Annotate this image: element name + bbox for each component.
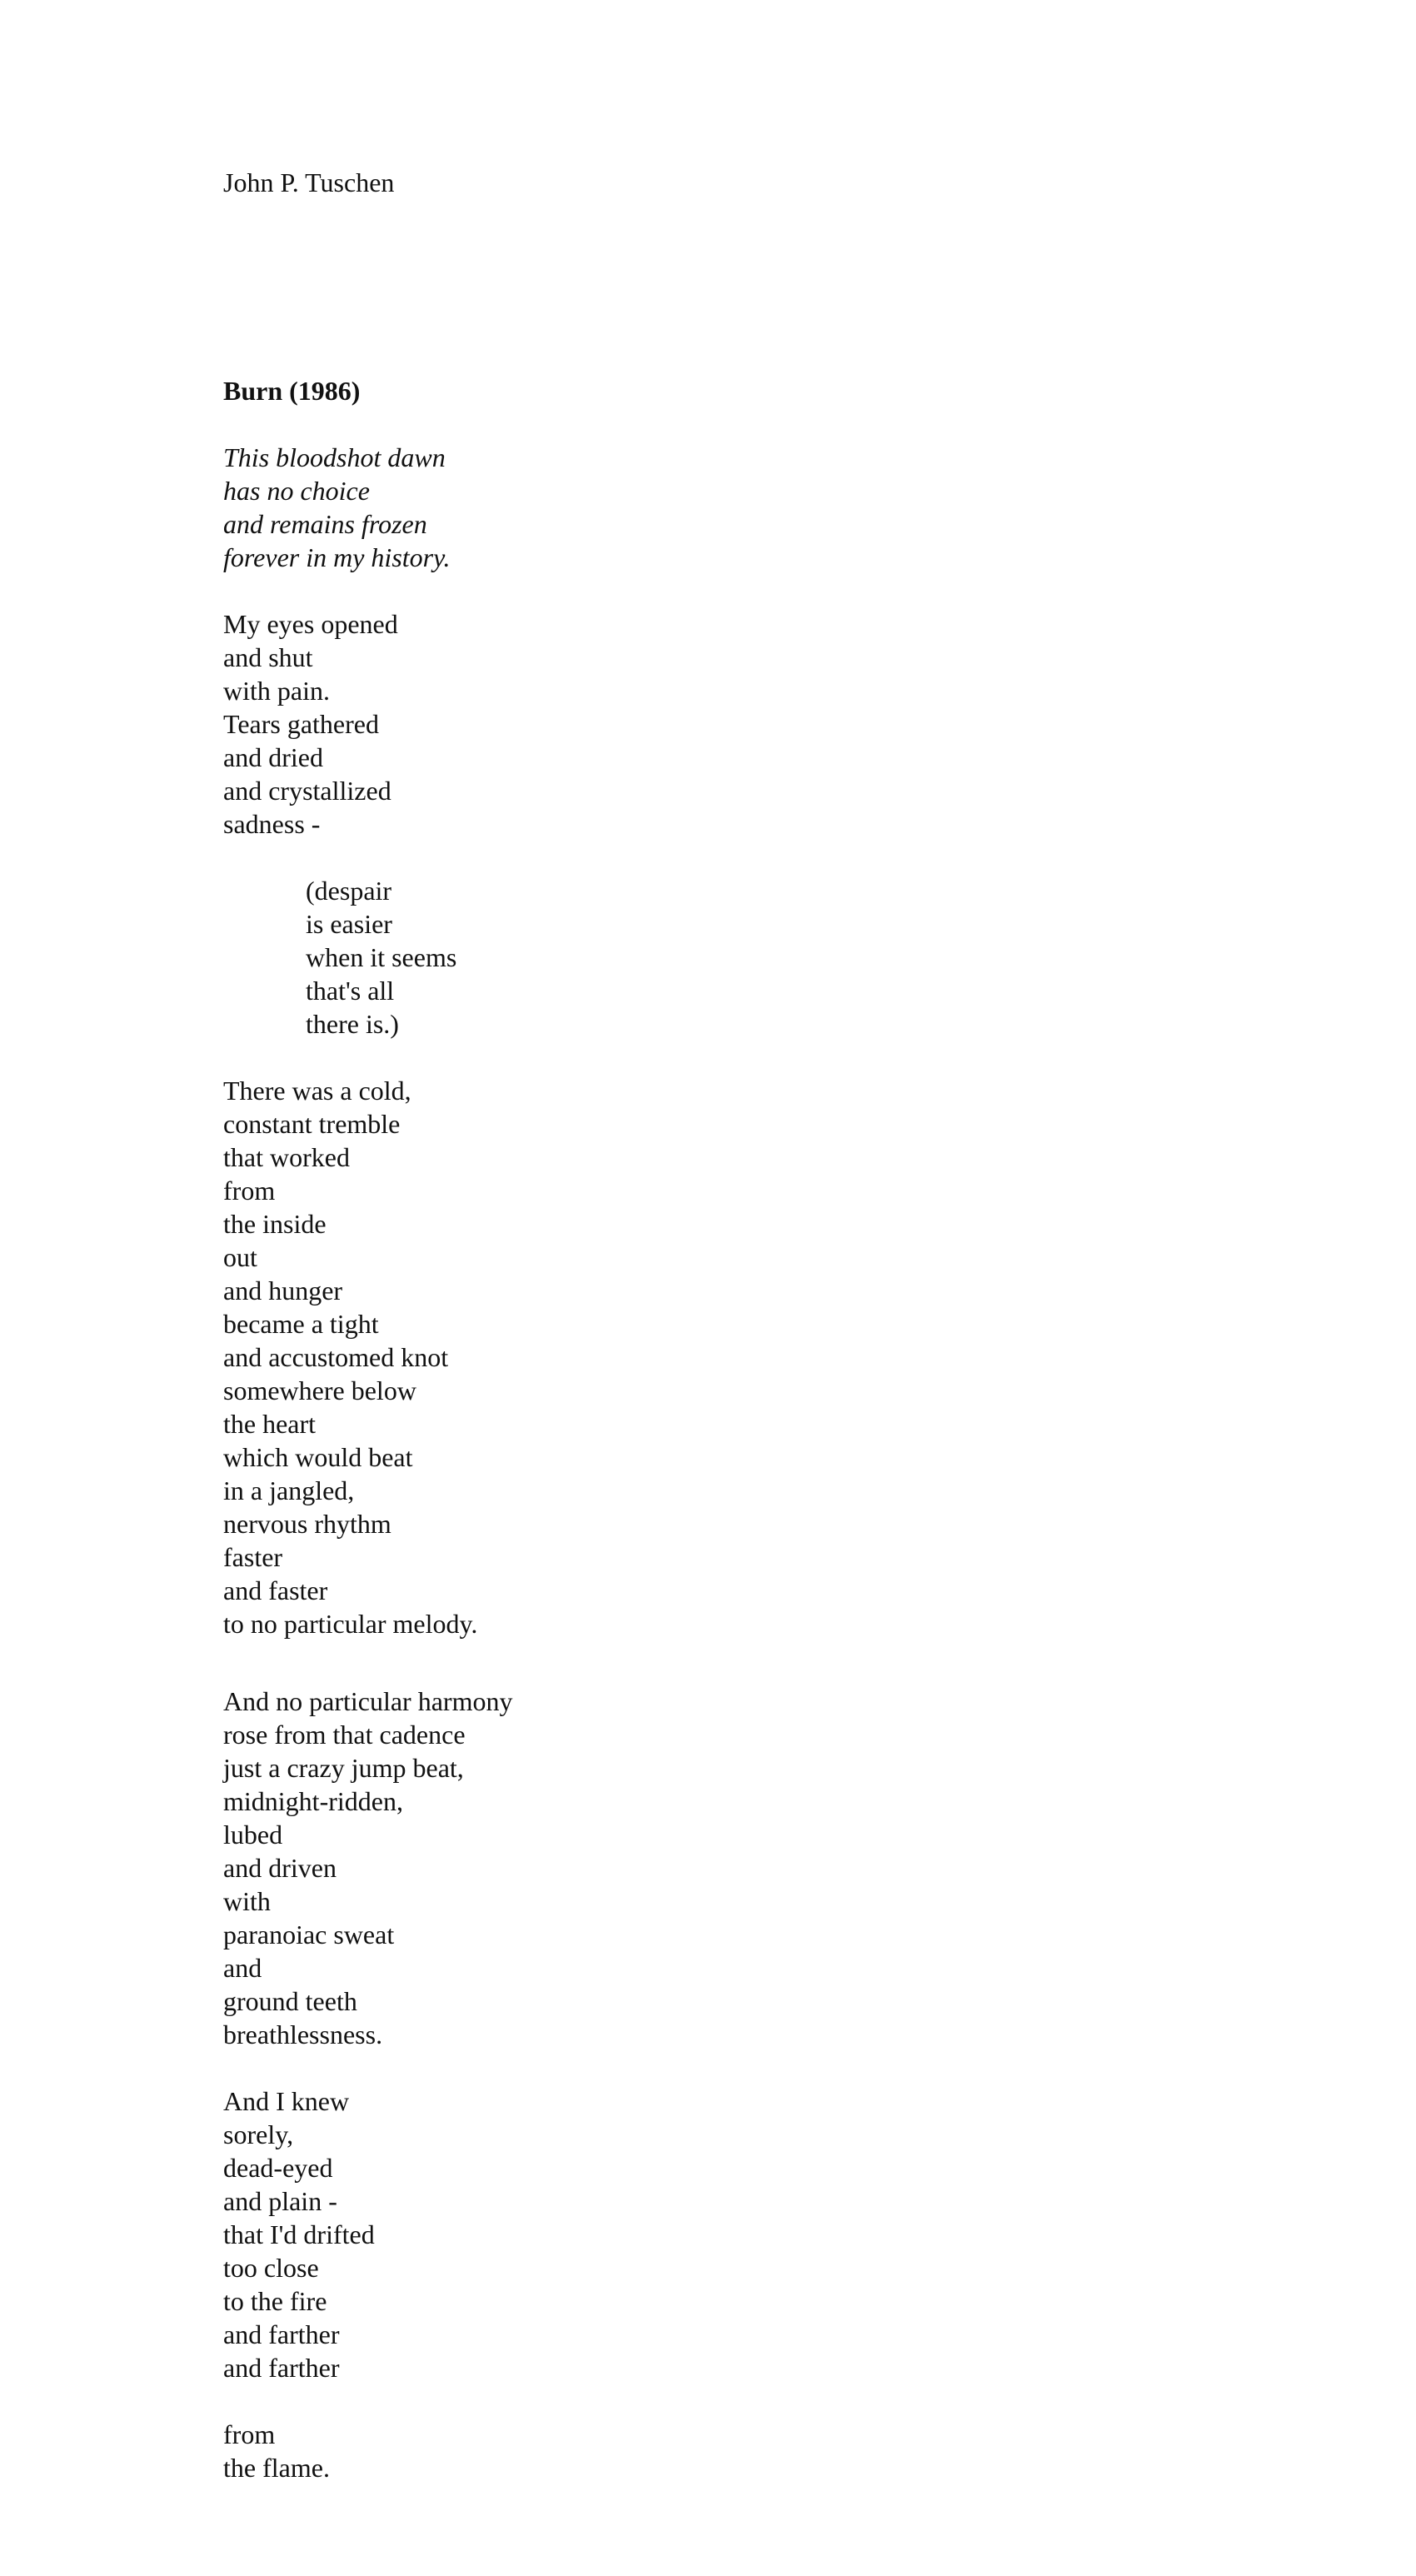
poem-line: There was a cold, [223, 1076, 411, 1106]
poem-line: and farther [223, 2353, 340, 2383]
poem-line: rose from that cadence [223, 1720, 466, 1750]
poem-line: sadness - [223, 809, 321, 839]
poem-title: Burn (1986) [223, 376, 361, 406]
poem-line: in a jangled, [223, 1475, 355, 1505]
stanza-break [223, 1041, 1223, 1074]
poem-line: has no choice [223, 476, 370, 506]
poem-line: nervous rhythm [223, 1509, 391, 1539]
poem-line: breathlessness. [223, 2019, 383, 2049]
poem-line: the inside [223, 1209, 327, 1239]
poem-line: from [223, 2419, 276, 2449]
poem-line: is easier [306, 909, 392, 939]
poem-line: ground teeth [223, 1986, 357, 2016]
poem-line: lubed [223, 1820, 283, 1850]
poem-line: forever in my history. [223, 542, 451, 572]
poem-line: sorely, [223, 2119, 294, 2149]
poem-line: My eyes opened [223, 609, 398, 639]
poem-line: and farther [223, 2319, 340, 2349]
stanza-5 [223, 2084, 1223, 2384]
poem-line: out [223, 1242, 257, 1272]
poem-line: and plain - [223, 2186, 337, 2216]
poem-line: And no particular harmony [223, 1686, 513, 1716]
author-name: John P. Tuschen [223, 167, 395, 197]
stanza-break [223, 1640, 1223, 1685]
stanza-4 [223, 1685, 1223, 2051]
poem-line: and accustomed knot [223, 1342, 449, 1372]
stanza-2-indented [223, 874, 1223, 1041]
stanza-break [223, 2384, 1223, 2418]
poem-line: paranoiac sweat [223, 1920, 395, 1949]
poem-line: This bloodshot dawn [223, 442, 446, 472]
poem-line: that worked [223, 1142, 350, 1172]
epigraph-stanza [223, 441, 1223, 574]
stanza-break [223, 2051, 1223, 2084]
stanza-break [223, 407, 1223, 441]
poem-line: too close [223, 2253, 319, 2283]
poem-line: became a tight [223, 1309, 379, 1339]
poem-line: And I knew [223, 2086, 350, 2116]
poem-line: there is.) [306, 1009, 399, 1039]
poem-line: when it seems [306, 942, 457, 972]
poem-line: and crystallized [223, 776, 391, 806]
stanza-1 [223, 607, 1223, 841]
poem-line: and faster [223, 1575, 328, 1605]
poem-line: that I'd drifted [223, 2219, 375, 2249]
poem-line: and dried [223, 742, 323, 772]
stanza-3 [223, 1074, 1223, 1640]
poem-line: that's all [306, 976, 395, 1006]
poem-line: faster [223, 1542, 283, 1572]
poem-line: and remains frozen [223, 509, 427, 539]
poem-line: with [223, 1886, 271, 1916]
poem-line: midnight-ridden, [223, 1786, 403, 1816]
poem-line: the heart [223, 1409, 317, 1439]
poem-line: constant tremble [223, 1109, 401, 1139]
poem-line: and [223, 1953, 262, 1983]
poem-line: (despair [306, 876, 392, 906]
poem-line: with pain. [223, 676, 330, 706]
poem-line: and shut [223, 642, 313, 672]
poem-line: Tears gathered [223, 709, 379, 739]
stanza-break [223, 841, 1223, 874]
poem-line: and driven [223, 1853, 337, 1883]
poem-line: which would beat [223, 1442, 413, 1472]
poem-line: to no particular melody. [223, 1609, 478, 1639]
stanza-break [223, 574, 1223, 607]
poem-line: somewhere below [223, 1375, 416, 1405]
poem-line: and hunger [223, 1276, 343, 1305]
poem [223, 374, 1223, 2484]
poem-line: the flame. [223, 2453, 330, 2483]
poem-line: to the fire [223, 2286, 327, 2316]
stanza-6 [223, 2418, 1223, 2484]
poem-line: from [223, 1176, 276, 1206]
poem-line: just a crazy jump beat, [223, 1753, 464, 1783]
poem-line: dead-eyed [223, 2153, 333, 2183]
